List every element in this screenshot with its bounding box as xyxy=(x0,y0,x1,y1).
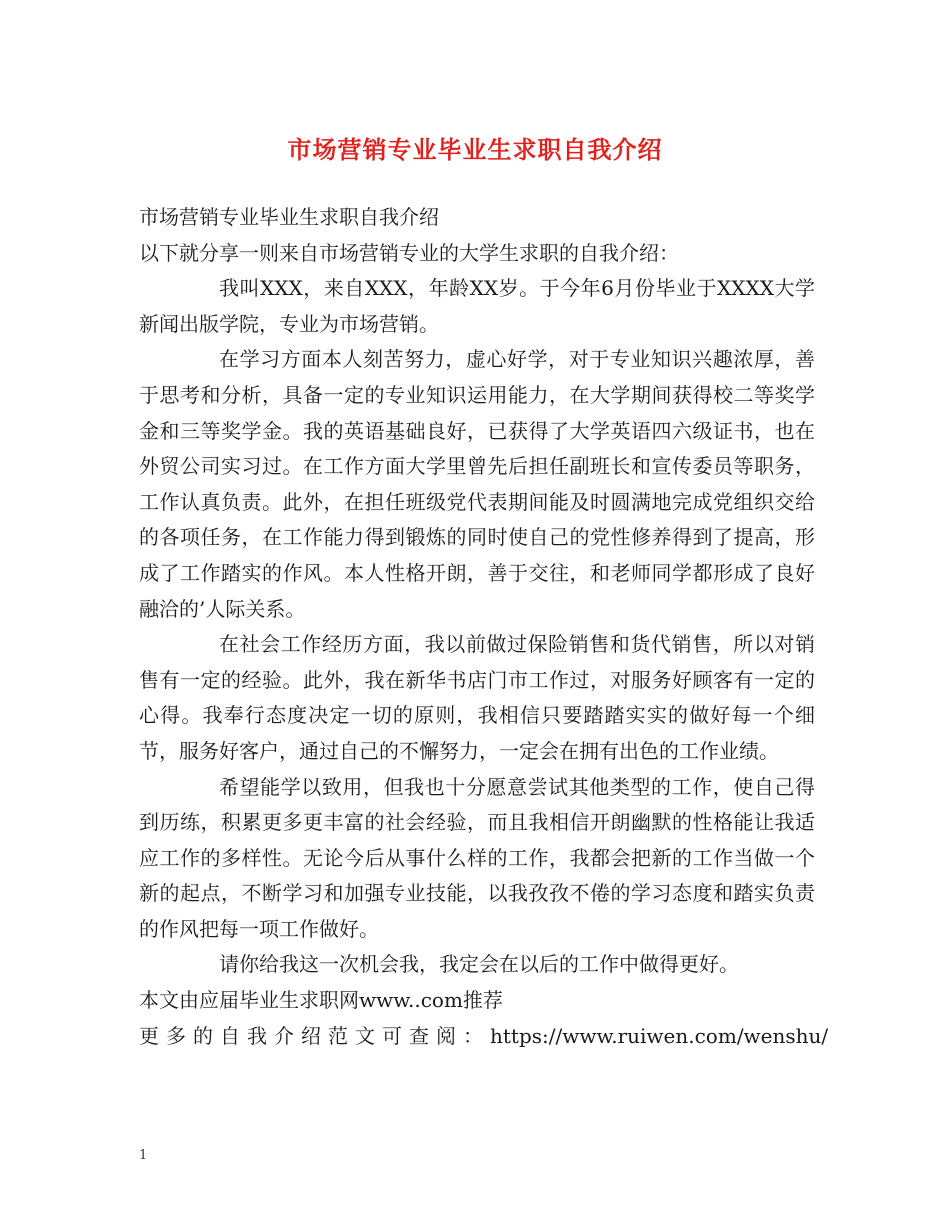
document-title: 市场营销专业毕业生求职自我介绍 xyxy=(287,136,663,164)
page-number: 1 xyxy=(139,1148,148,1163)
intro-line: 以下就分享一则来自市场营销专业的大学生求职的自我介绍： xyxy=(139,240,679,265)
paragraph-2: 在学习方面本人刻苦努力，虚心好学，对于专业知识兴趣浓厚，善于思考和分析，具备一定的专业知识运用能力，在大学期间获得校二等奖学金和三等奖学金。我的英语基础良好，已获得了大学英语四六级证书，也在外贸公司实习过。在工作方面大学里曾先后担任副班长和宣传委员等职务，工作认真负责。此外，在担任班级党代表期间能及时圆满地完成党组织交给的各项任务，在工作能力得到锻炼的同时使自己的党性修养得到了提高，形成了工作踏实的作风。本人性格开朗，善于交往，和老师同学都形成了良好融洽的’人际关系。 xyxy=(139,347,815,621)
document-subtitle: 市场营销专业毕业生求职自我介绍 xyxy=(139,205,439,229)
more-line xyxy=(139,1019,829,1055)
paragraph-4: 希望能学以致用，但我也十分愿意尝试其他类型的工作，使自己得到历练，积累更多更丰富的社会经验，而且我相信开朗幽默的性格能让我适应工作的多样性。无论今后从事什么样的工作，我都会把新的工作当做一个新的起点，不断学习和加强专业技能，以我孜孜不倦的学习态度和踏实负责的作风把每一项工作做好。 xyxy=(139,774,815,941)
document-body xyxy=(139,200,829,1054)
paragraph-3: 在社会工作经历方面，我以前做过保险销售和货代销售，所以对销售有一定的经验。此外，我在新华书店门市工作过，对服务好顾客有一定的心得。我奉行态度决定一切的原则，我相信只要踏踏实实的做好每一个细节，服务好客户，通过自己的不懈努力，一定会在拥有出色的工作业绩。 xyxy=(139,632,815,763)
paragraph-5: 请你给我这一次机会我，我定会在以后的工作中做得更好。 xyxy=(219,952,739,977)
more-label: 更多的自我介绍范文可查阅： xyxy=(139,1023,490,1048)
more-url-link[interactable]: https://www.ruiwen.com/wenshu/ xyxy=(490,1023,829,1048)
recommend-line: 本文由应届毕业生求职网www..com推荐 xyxy=(139,988,503,1013)
paragraph-1: 我叫XXX，来自XXX，年龄XX岁。于今年6月份毕业于XXXX大学新闻出版学院，专业为市场营销。 xyxy=(139,276,815,336)
